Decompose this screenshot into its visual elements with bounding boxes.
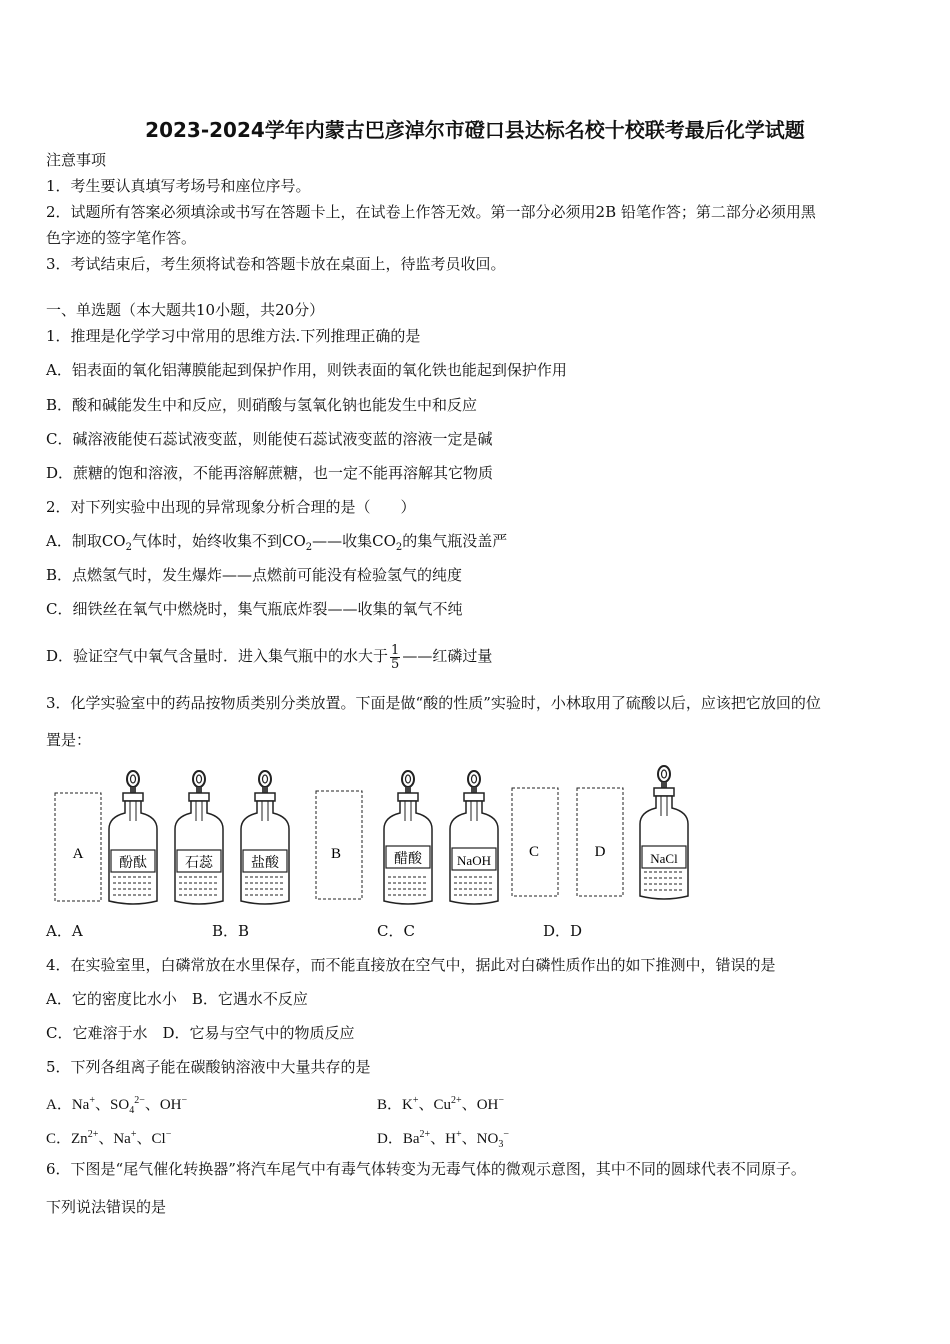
- q3-option-d: D．D: [543, 922, 583, 940]
- q2-option-c: C．细铁丝在氧气中燃烧时，集气瓶底炸裂——收集的氧气不纯: [46, 600, 463, 618]
- slot-c-box: [512, 788, 558, 896]
- section-heading: 一、单选题（本大题共10小题，共20分）: [46, 301, 325, 319]
- bottle-sodium-chloride: [640, 766, 688, 899]
- bottle-label-litmus: 石蕊: [185, 855, 213, 871]
- page-title: 2023-2024学年内蒙古巴彦淖尔市磴口县达标名校十校联考最后化学试题: [145, 118, 805, 142]
- q5-stem: 5．下列各组离子能在碳酸钠溶液中大量共存的是: [46, 1058, 371, 1076]
- q5-option-b: B．K+、$Cu^{2+}$、OH−: [377, 1095, 504, 1113]
- bottle-label-sodium-chloride: NaCl: [650, 851, 678, 866]
- slot-d-box: [577, 788, 623, 896]
- bottle-label-phenolphthalein: 酚酞: [119, 855, 147, 871]
- q6-stem-line2: 下列说法错误的是: [46, 1198, 167, 1216]
- q3-stem-line2: 置是：: [46, 731, 92, 749]
- q1-option-a: A．铝表面的氧化铝薄膜能起到保护作用，则铁表面的氧化铁也能起到保护作用: [46, 361, 567, 379]
- q2-stem: 2．对下列实验中出现的异常现象分析合理的是（ ）: [46, 498, 416, 516]
- notice-heading: 注意事项: [46, 151, 107, 169]
- bottle-sodium-hydroxide: [450, 771, 498, 904]
- slot-b-box: [316, 791, 362, 899]
- q4-options-row2: C．它难溶于水 D．它易与空气中的物质反应: [46, 1024, 355, 1042]
- q3-stem-line1: 3．化学实验室中的药品按物质类别分类放置。下面是做“酸的性质”实验时，小林取用了硫酸以后，应该把它放回的位: [46, 694, 821, 712]
- q4-stem: 4．在实验室里，白磷常放在水里保存，而不能直接放在空气中，据此对白磷性质作出的如下推测中，错误的是: [46, 956, 776, 974]
- bottle-label-hydrochloric-acid: 盐酸: [251, 855, 279, 871]
- slot-d-label: D: [594, 844, 606, 860]
- q2-option-a: A．制取$CO_2$气体时，始终收集不到$CO_2——$收集$CO_2$的集气瓶没盖严: [46, 532, 508, 553]
- notice-item-2: 2．试题所有答案必须填涂或书写在答题卡上，在试卷上作答无效。第一部分必须用2B 铅笔作答；第二部分必须用黑: [46, 203, 816, 221]
- q1-option-d: D．蔗糖的饱和溶液，不能再溶解蔗糖，也一定不能再溶解其它物质: [46, 464, 494, 482]
- slot-c-label: C: [528, 844, 540, 860]
- bottle-acetic-acid: [384, 771, 432, 904]
- bottle-phenolphthalein: [109, 771, 157, 904]
- bottle-litmus: [175, 771, 223, 904]
- bottle-hydrochloric-acid: [241, 771, 289, 904]
- q4-options-row1: A．它的密度比水小 B．它遇水不反应: [46, 990, 308, 1008]
- notice-item-3: 3．考试结束后，考生须将试卷和答题卡放在桌面上，待监考员收回。: [46, 255, 506, 273]
- slot-a-label: A: [72, 846, 84, 862]
- q2-option-d: D．验证空气中氧气含量时．进入集气瓶中的水大于 $\frac{1}{5}$ ——红磷过量: [46, 642, 493, 672]
- q3-option-b: B．B: [212, 922, 250, 940]
- q1-stem: 1．推理是化学学习中常用的思维方法.下列推理正确的是: [46, 327, 421, 345]
- notice-item-1: 1．考生要认真填写考场号和座位序号。: [46, 177, 311, 195]
- fraction: $\frac{1}{5}$: [391, 642, 400, 672]
- bottle-label-acetic-acid: 醋酸: [394, 851, 422, 867]
- q3-option-c: C．C: [377, 922, 415, 940]
- bottle-label-sodium-hydroxide: NaOH: [457, 853, 491, 868]
- q6-stem-line1: 6．下图是“尾气催化转换器”将汽车尾气中有毒气体转变为无毒气体的微观示意图，其中不同的圆球代表不同原子。: [46, 1160, 806, 1178]
- q3-option-a: A．A: [46, 922, 83, 940]
- q5-option-c: C．$Zn^{2+}$、Na+、Cl−: [46, 1129, 172, 1147]
- q2-option-b: B．点燃氢气时，发生爆炸——点燃前可能没有检验氢气的纯度: [46, 566, 463, 584]
- reagent-shelf-diagram: [50, 760, 710, 910]
- slot-b-label: B: [330, 846, 342, 862]
- q1-option-c: C．碱溶液能使石蕊试液变蓝，则能使石蕊试液变蓝的溶液一定是碱: [46, 430, 493, 448]
- q5-option-d: D．$Ba^{2+}$、H+、$NO_3^-$: [377, 1129, 509, 1150]
- q5-option-a: A．Na+、$SO_4^{2-}$、OH−: [46, 1095, 188, 1116]
- notice-item-2-cont: 色字迹的签字笔作答。: [46, 229, 197, 247]
- q1-option-b: B．酸和碱能发生中和反应，则硝酸与氢氧化钠也能发生中和反应: [46, 396, 478, 414]
